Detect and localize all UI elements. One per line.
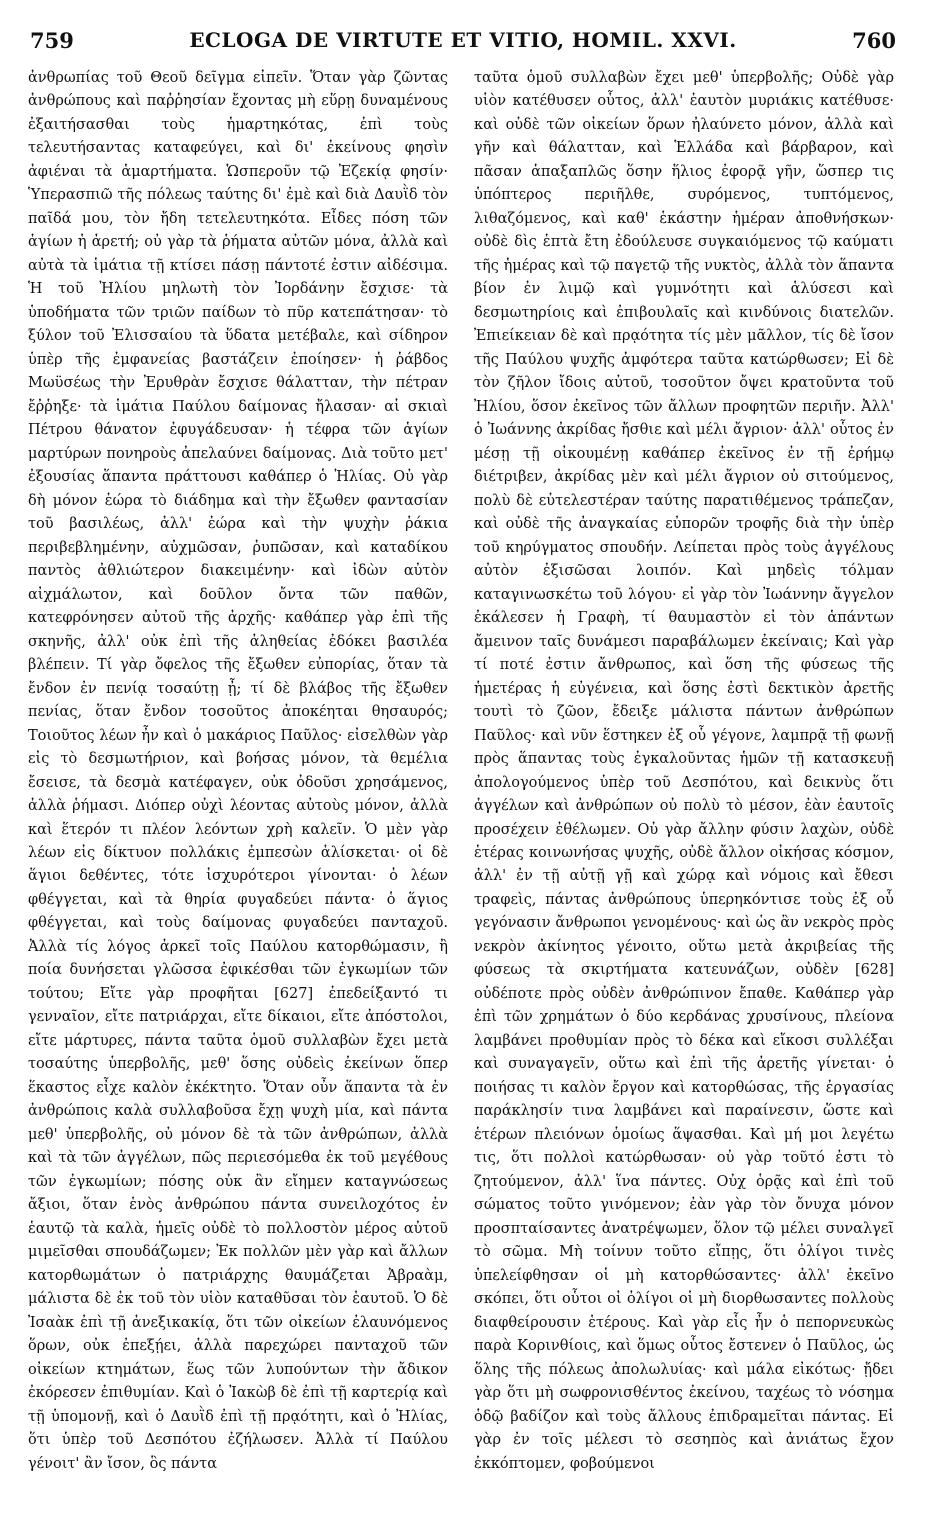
page-number-right: 760: [852, 28, 896, 53]
text-column-right: [474, 67, 894, 1476]
right-column-text: ταῦτα ὁμοῦ συλλαβὼν ἔχει μεθ' ὑπερβολῆς; Οὐδὲ γὰρ υἱὸν κατέθυσεν οὗτος, ἀλλ' ἑαυτὸν μυριάκις κατέθυσε· καὶ οὐδὲ τῶν οἰκείων ὅρων ἠλαύνετο μόνον, ἀλλὰ καὶ γῆν καὶ θάλατταν, καὶ Ἑλλάδα καὶ βάρβαρον, καὶ πᾶσαν ἁπαξαπλῶς ὅσην ἥλιος ἐφορᾷ γῆν, ὥσπερ τις ὑπόπτερος περιῆλθε, συρόμενος, τυπτόμενος, λιθαζόμενος, καὶ καθ' ἑκάστην ἡμέραν ἀποθνήσκων· οὐδὲ δὶς ἑπτὰ ἔτη ἐδούλευσε συγκαιόμενος τῷ καύματι τῆς ἡμέρας καὶ τῷ παγετῷ τῆς νυκτὸς, ἀλλὰ τὸν ἅπαντα βίον ἐν λιμῷ καὶ γυμνότητι καὶ ἁλύσεσι καὶ δεσμωτηρίοις καὶ ἐπιβουλαῖς καὶ κινδύνοις διατελῶν. Ἐπιείκειαν δὲ καὶ πρᾳότητα τίς μὲν μᾶλλον, τίς δὲ ἴσον τῆς Παύλου ψυχῆς ἀμφότερα ταῦτα κατώρθωσεν; Εἰ δὲ τὸν ζῆλον ἴδοις αὐτοῦ, τοσοῦτον ὄψει κρατοῦντα τοῦ Ἠλίου, ὅσον ἐκεῖνος τῶν ἄλλων προφητῶν περιῆν. Ἀλλ' ὁ Ἰωάννης ἀκρίδας ἤσθιε καὶ μέλι ἄγριον· ἀλλ' οὗτος ἐν μέσῃ τῇ οἰκουμένῃ καθάπερ ἐκεῖνος ἐν τῇ ἐρήμῳ διέτριβεν, ἀκρίδας μὲν καὶ μέλι ἄγριον οὐ σιτούμενος, πολὺ δὲ εὐτελεστέραν ταύτης παρατιθέμενος τράπεζαν, καὶ οὐδὲ τῆς ἀναγκαίας εὐπορῶν τροφῆς διὰ τὴν ὑπὲρ τοῦ κηρύγματος σπουδήν. Λείπεται πρὸς τοὺς ἀγγέλους αὐτὸν ἐξισῶσαι λοιπόν. Καὶ μηδεὶς τόλμαν καταγινωσκέτω τοῦ λόγου· εἰ γὰρ τὸν Ἰωάννην ἄγγελον ἐκάλεσεν ἡ Γραφὴ, τί θαυμαστὸν εἰ τὸν ἁπάντων ἄμεινον ταῖς δυνάμεσι παραβάλωμεν ἐκείναις; Καὶ γὰρ τί ποτέ ἐστιν ἄνθρωπος, καὶ ὅση τῆς φύσεως τῆς ἡμετέρας ἡ εὐγένεια, καὶ ὅσης ἐστὶ δεκτικὸν ἀρετῆς τουτὶ τὸ ζῶον, ἔδειξε μάλιστα πάντων ἀνθρώπων Παῦλος· καὶ νῦν ἕστηκεν ἐξ οὗ γέγονε, λαμπρᾷ τῇ φωνῇ πρὸς ἅπαντας τοὺς ἐγκαλοῦντας ἡμῶν τῇ κατασκευῇ ἀπολογούμενος ὑπὲρ τοῦ Δεσπότου, καὶ δεικνὺς ὅτι ἀγγέλων καὶ ἀνθρώπων οὐ πολὺ τὸ μέσον, ἐὰν ἑαυτοῖς προσέχειν ἐθέλωμεν. Οὐ γὰρ ἄλλην φύσιν λαχὼν, οὐδὲ ἑτέρας κοινωνήσας ψυχῆς, οὐδὲ ἄλλον οἰκήσας κόσμον, ἀλλ' ἐν τῇ αὐτῇ γῇ καὶ χώρᾳ καὶ νόμοις καὶ ἔθεσι τραφεὶς, πάντας ἀνθρώπους ὑπερηκόντισε τοὺς ἐξ οὗ γεγόνασιν ἄνθρωποι γενομένους· καὶ ὡς ἂν νεκρὸς πρὸς νεκρὸν ἀκίνητος γένοιτο, οὕτω μετὰ ἀκριβείας τῆς φύσεως τὰ σκιρτήματα κατευνάζων, οὐδὲν [628] οὐδέποτε πρὸς οὐδὲν ἀνθρώπινον ἔπαθε. Καθάπερ γὰρ ἐπὶ τῶν χρημάτων ὁ δύο κερδάνας χρυσίνους, πλείονα λαμβάνει προθυμίαν πρὸς τὸ δέκα καὶ εἴκοσι συλλέξαι καὶ συναγαγεῖν, οὕτω καὶ ἐπὶ τῆς ἀρετῆς γίνεται· ὁ ποιήσας τι καλὸν ἔργον καὶ κατορθώσας, τῆς ἐργασίας παράκλησίν τινα λαμβάνει καὶ παραίνεσιν, ὥστε καὶ ἑτέρων πλειόνων ὁμοίως ἅψασθαι. Καὶ μή μοι λεγέτω τις, ὅτι πολλοὶ κατώρθωσαν· οὐ γὰρ τοῦτό ἐστι τὸ ζητούμενον, ἀλλ' ἵνα πάντες. Οὐχ ὁρᾷς καὶ ἐπὶ τοῦ σώματος τοῦτο γινόμενον; ἐὰν γὰρ τὸν ὄνυχα μόνον προσπταίσαντες ἀνατρέψωμεν, ὅλον τῷ μέλει συναλγεῖ τὸ σῶμα. Μὴ τοίνυν τοῦτο εἴπῃς, ὅτι ὀλίγοι τινὲς ὑπελείφθησαν οἱ μὴ κατορθώσαντες· ἀλλ' ἐκεῖνο σκόπει, ὅτι οὗτοι οἱ ὀλίγοι οἱ μὴ διορθωσαντες πολλοὺς διαφθείρουσιν ἑτέρους. Καὶ γὰρ εἷς ἦν ὁ πεπορνευκὼς παρὰ Κορινθίοις, καὶ ὅμως οὗτος ἔστενεν ὁ Παῦλος, ὡς ὅλης τῆς πόλεως ἀπολωλυίας· καὶ μάλα εἰκότως· ᾔδει γὰρ ὅτι μὴ σωφρονισθέντος ἐκείνου, ταχέως τὸ νόσημα ὁδῷ βαδίζον καὶ τοὺς ἄλλους ἐπιδραμεῖται πάντας. Εἰ γὰρ ἐν τοῖς μέλεσι τὸ σεσηπὸς καὶ ἀνιάτως ἔχον ἐκκόπτομεν, φοβούμενοι: [474, 70, 894, 1472]
left-column-text: ἀνθρωπίας τοῦ Θεοῦ δεῖγμα εἰπεῖν. Ὅταν γὰρ ζῶντας ἀνθρώπους καὶ παῤῥησίαν ἔχοντας μὴ εὕρῃ δυναμένους ἐξαιτήσασθαι τοὺς ἡμαρτηκότας, ἐπὶ τοὺς τελευτήσαντας καταφεύγει, καὶ δι' ἐκείνους φησὶν ἀφιέναι τὰ ἁμαρτήματα. Ὡσπεροῦν τῷ Ἐζεκίᾳ φησίν· Ὑπερασπιῶ τῆς πόλεως ταύτης δι' ἐμὲ καὶ διὰ Δαυῒδ τὸν παῖδά μου, τὸν ἤδη τετελευτηκότα. Εἶδες πόση τῶν ἁγίων ἡ ἀρετή; οὐ γὰρ τὰ ῥήματα αὐτῶν μόνα, ἀλλὰ καὶ αὐτὰ τὰ ἱμάτια τῇ κτίσει πάσῃ πάντοτέ ἐστιν αἰδέσιμα. Ἡ τοῦ Ἠλίου μηλωτὴ τὸν Ἰορδάνην ἔσχισε· τὰ ὑποδήματα τῶν τριῶν παίδων τὸ πῦρ κατεπάτησαν· τὸ ξύλον τοῦ Ἐλισσαίου τὰ ὕδατα μετέβαλε, καὶ σίδηρον ὑπὲρ τῆς ἐμφανείας βαστάζειν ἐποίησεν· ἡ ῥάβδος Μωϋσέως τὴν Ἐρυθρὰν ἔσχισε θάλατταν, τὴν πέτραν ἔῤῥηξε· τὰ ἱμάτια Παύλου δαίμονας ἤλασαν· αἱ σκιαὶ Πέτρου θάνατον ἐφυγάδευσαν· ἡ τέφρα τῶν ἁγίων μαρτύρων πονηροὺς ἀπελαύνει δαίμονας. Διὰ τοῦτο μετ' ἐξουσίας ἅπαντα πράττουσι καθάπερ ὁ Ἠλίας. Οὐ γὰρ δὴ μόνον ἑώρα τὸ διάδημα καὶ τὴν ἔξωθεν φαντασίαν τοῦ βασιλέως, ἀλλ' ἑώρα καὶ τὴν ψυχὴν ῥάκια περιβεβλημένην, αὐχμῶσαν, ῥυπῶσαν, καὶ καταδίκου παντὸς ἀθλιώτερον διακειμένην· καὶ ἰδὼν αὐτὸν αἰχμάλωτον, καὶ δοῦλον ὄντα τῶν παθῶν, κατεφρόνησεν αὐτοῦ τῆς ἀρχῆς· καθάπερ γὰρ ἐπὶ τῆς σκηνῆς, ἀλλ' οὐκ ἐπὶ τῆς ἀληθείας ἐδόκει βασιλέα βλέπειν. Τί γὰρ ὄφελος τῆς ἔξωθεν εὐπορίας, ὅταν τὰ ἔνδον ἐν πενίᾳ τοσαύτῃ ᾖ; τί δὲ βλάβος τῆς ἔξωθεν πενίας, ὅταν ἔνδον τοσοῦτος ἀποκέηται θησαυρός; Τοιοῦτος λέων ἦν καὶ ὁ μακάριος Παῦλος· εἰσελθὼν γὰρ εἰς τὸ δεσμωτήριον, καὶ βοήσας μόνον, τὰ θεμέλια ἔσεισε, τὰ δεσμὰ κατέφαγεν, οὐκ ὀδοῦσι χρησάμενος, ἀλλὰ ῥήμασι. Διόπερ οὐχὶ λέοντας αὐτοὺς μόνον, ἀλλὰ καὶ ἕτερόν τι πλέον λεόντων χρὴ καλεῖν. Ὁ μὲν γὰρ λέων εἰς δίκτυον πολλάκις ἐμπεσὼν ἁλίσκεται· οἱ δὲ ἅγιοι δεθέντες, τότε ἰσχυρότεροι γίνονται· ὁ λέων φθέγγεται, καὶ τὰ θηρία φυγαδεύει πάντα· ὁ ἅγιος φθέγγεται, καὶ τοὺς δαίμονας φυγαδεύει πανταχοῦ. Ἀλλὰ τίς λόγος ἀρκεῖ τοῖς Παύλου κατορθώμασιν, ἢ ποία δυνήσεται γλῶσσα ἐφικέσθαι τῶν ἐγκωμίων τῶν τούτου; Εἴτε γὰρ προφῆται [627] ἐπεδείξαντό τι γενναῖον, εἴτε πατριάρχαι, εἴτε δίκαιοι, εἴτε ἀπόστολοι, εἴτε μάρτυρες, πάντα ταῦτα ὁμοῦ συλλαβὼν ἔχει μετὰ τοσαύτης ὑπερβολῆς, μεθ' ὅσης οὐδεὶς ἐκείνων ὅπερ ἕκαστος εἶχε καλὸν ἐκέκτητο. Ὅταν οὖν ἅπαντα τὰ ἐν ἀνθρώποις καλὰ συλλαβοῦσα ἔχῃ ψυχὴ μία, καὶ πάντα μεθ' ὑπερβολῆς, οὐ μόνον δὲ τὰ τῶν ἀνθρώπων, ἀλλὰ καὶ τὰ τῶν ἀγγέλων, πῶς περιεσόμεθα ἐκ τοῦ μεγέθους τῶν ἐγκωμίων; πόσης οὐκ ἂν εἴημεν καταγνώσεως ἄξιοι, ὅταν ἑνὸς ἀνθρώπου πάντα συνειλοχότος ἐν ἑαυτῷ τὰ καλὰ, ἡμεῖς οὐδὲ τὸ πολλοστὸν μέρος αὐτοῦ μιμεῖσθαι σπουδάζωμεν; Ἐκ πολλῶν μὲν γὰρ καὶ ἄλλων κατορθωμάτων ὁ πατριάρχης θαυμάζεται Ἀβραὰμ, μάλιστα δὲ ἐκ τοῦ τὸν υἱὸν καταθῦσαι τὸν ἑαυτοῦ. Ὁ δὲ Ἰσαὰκ ἐπὶ τῇ ἀνεξικακίᾳ, ὅτι τῶν οἰκείων ἐλαυνόμενος ὅρων, οὐκ ἐπεξῄει, ἀλλὰ παρεχώρει πανταχοῦ τῶν οἰκείων κτημάτων, ἕως τῶν λυπούντων τὴν ἄδικον ἐκόρεσεν ἐπιθυμίαν. Καὶ ὁ Ἰακὼβ δὲ ἐπὶ τῇ καρτερίᾳ καὶ τῇ ὑπομονῇ, καὶ ὁ Δαυῒδ ἐπὶ τῇ πρᾳότητι, καὶ ὁ Ἠλίας, ὅτι ὑπὲρ τοῦ Δεσπότου ἐζήλωσεν. Ἀλλὰ τί Παύλου γένοιτ' ἂν ἴσον, ὃς πάντα: [28, 70, 448, 1472]
running-header: [30, 28, 896, 56]
running-title: ECLOGA DE VIRTUTE ET VITIO, HOMIL. XXVI.: [189, 28, 737, 52]
text-column-left: [28, 67, 448, 1476]
page-number-left: 759: [30, 28, 74, 53]
